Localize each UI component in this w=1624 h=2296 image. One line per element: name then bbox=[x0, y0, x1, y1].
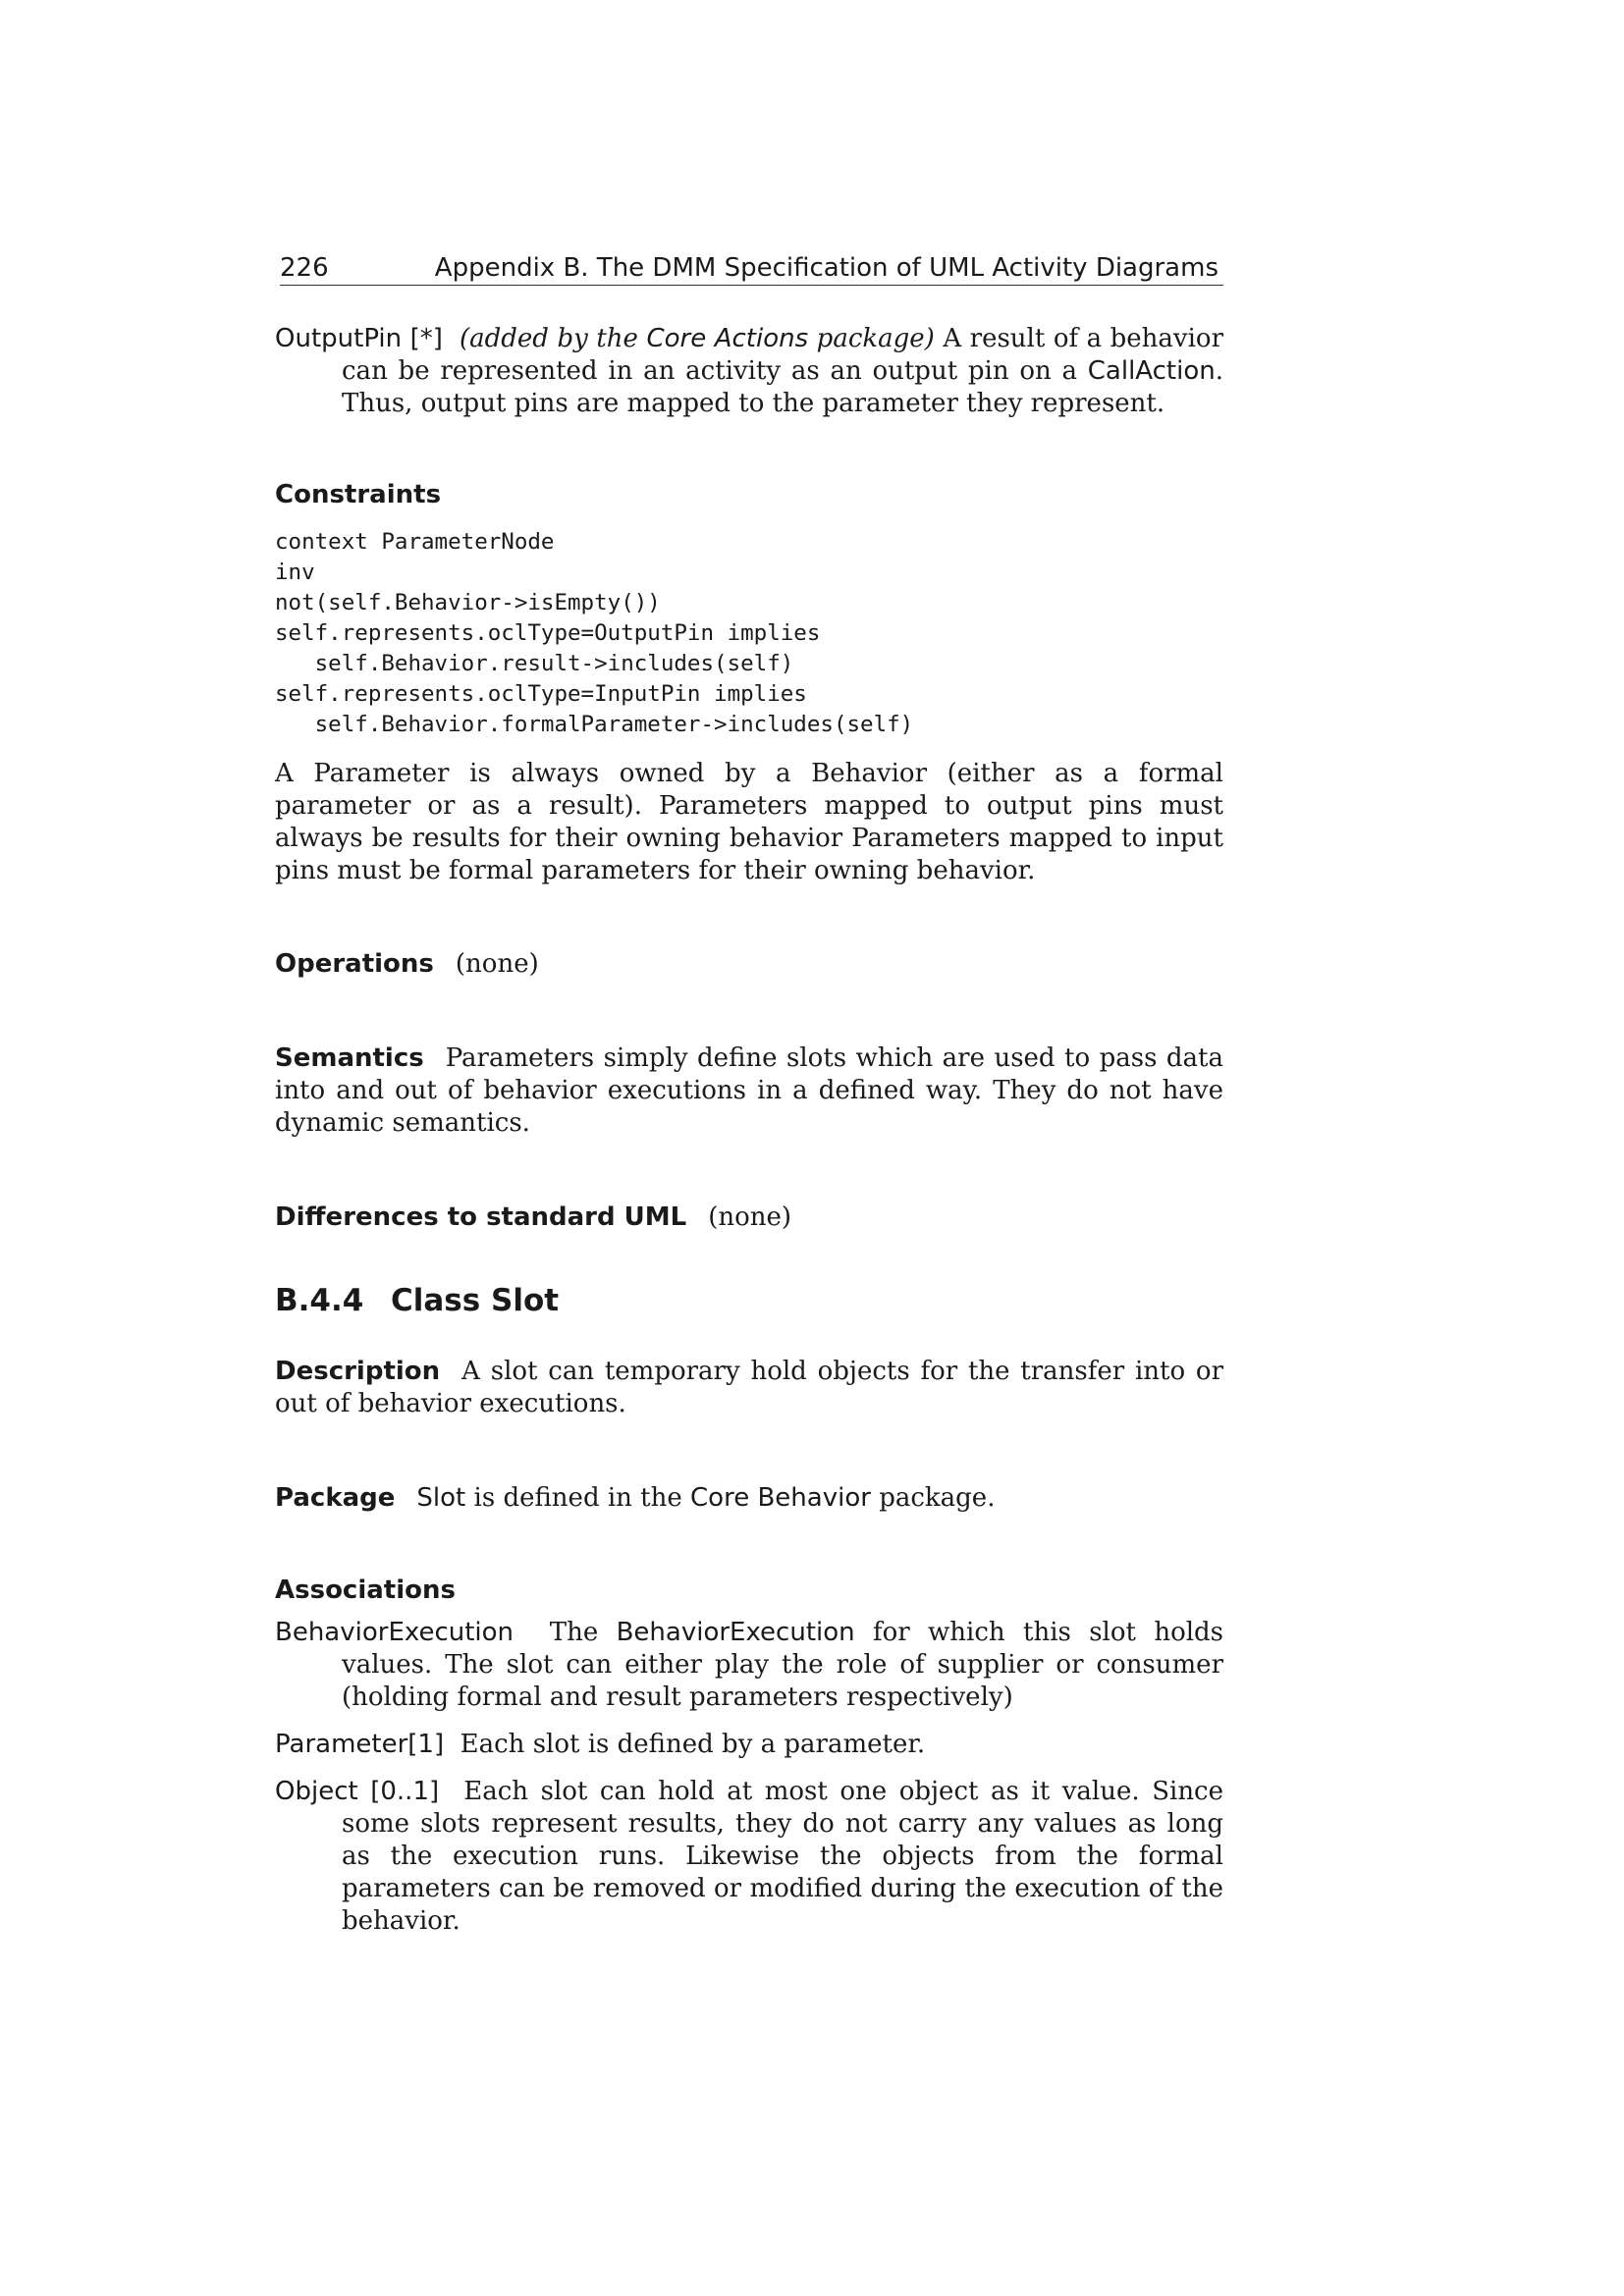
constraints-code bbox=[275, 527, 1223, 740]
page-number: 226 bbox=[280, 253, 329, 283]
differences-heading: Differences to standard UML bbox=[275, 1202, 687, 1232]
core-behavior-package: Core Behavior bbox=[690, 1483, 871, 1513]
description-heading: Description bbox=[275, 1357, 441, 1386]
association-object bbox=[275, 1776, 1223, 1938]
code-line: self.represents.oclType=InputPin implies bbox=[275, 681, 807, 707]
package-paragraph bbox=[275, 1482, 1223, 1515]
package-heading: Package bbox=[275, 1483, 396, 1513]
semantics-paragraph bbox=[275, 1042, 1223, 1140]
code-line: not(self.Behavior->isEmpty()) bbox=[275, 590, 661, 615]
operations-text: (none) bbox=[455, 949, 539, 979]
association-parameter bbox=[275, 1729, 1223, 1761]
operations-heading: Operations bbox=[275, 949, 434, 979]
added-suffix: package) bbox=[816, 324, 935, 353]
code-line: context ParameterNode bbox=[275, 529, 555, 555]
parameter-term: Parameter[1] bbox=[275, 1730, 445, 1759]
parameter-text: Each slot is defined by a parameter. bbox=[460, 1730, 926, 1759]
code-line: self.Behavior.result->includes(self) bbox=[275, 651, 794, 676]
outputpin-text-2: . Thus, output pins are mapped to the parameter they represent. bbox=[342, 356, 1223, 418]
outputpin-term: OutputPin [*] bbox=[275, 324, 443, 353]
code-line: inv bbox=[275, 560, 315, 585]
semantics-heading: Semantics bbox=[275, 1043, 424, 1073]
constraints-explanation: A Parameter is always owned by a Behavior (either as a formal parameter or as a result). Parameters mapped to output pins must always be results for their owning behavior Parameters mapped to input pins must be formal parameters for their owning behavior. bbox=[275, 759, 1223, 885]
outputpin-text-1: A result of a behavior can be represented in an activity as an output pin on a bbox=[342, 324, 1224, 386]
operations-paragraph bbox=[275, 948, 1223, 981]
behaviorexecution-ref: BehaviorExecution bbox=[616, 1618, 855, 1647]
description-paragraph bbox=[275, 1356, 1223, 1420]
code-line: self.represents.oclType=OutputPin implies bbox=[275, 620, 821, 646]
page-content bbox=[275, 253, 1223, 1938]
section-title bbox=[275, 1283, 1223, 1318]
object-term: Object [0..1] bbox=[275, 1777, 440, 1806]
section-name: Class Slot bbox=[391, 1283, 560, 1318]
slot-class-name: Slot bbox=[416, 1483, 466, 1513]
differences-paragraph bbox=[275, 1201, 1223, 1234]
package-text-2: package. bbox=[879, 1483, 996, 1513]
differences-text: (none) bbox=[708, 1202, 792, 1232]
semantics-text: Parameters simply define slots which are used to pass data into and out of behavior executions in a defined way. They do not have dynamic semantics. bbox=[275, 1043, 1223, 1138]
association-behaviorexecution bbox=[275, 1617, 1223, 1714]
package-text-1: is defined in the bbox=[473, 1483, 682, 1513]
constraints-heading: Constraints bbox=[275, 480, 442, 509]
object-text: Each slot can hold at most one object as it value. Since some slots represent results, they do not carry any values as long as the execution runs. Likewise the objects from the formal parameters can be removed or modified during the execution of the behavior. bbox=[342, 1777, 1224, 1936]
description-text: A slot can temporary hold objects for the transfer into or out of behavior executions. bbox=[275, 1357, 1223, 1418]
running-header bbox=[280, 253, 1223, 286]
section-number: B.4.4 bbox=[275, 1283, 364, 1318]
behaviorexecution-text-1: The bbox=[549, 1618, 599, 1647]
code-line: self.Behavior.formalParameter->includes(self) bbox=[275, 712, 914, 737]
behaviorexecution-text-2: for which this slot holds values. The slot can either play the role of supplier or consumer (holding formal and result parameters respectively) bbox=[342, 1618, 1224, 1712]
outputpin-entry bbox=[275, 323, 1223, 420]
behaviorexecution-term: BehaviorExecution bbox=[275, 1618, 514, 1647]
running-title: Appendix B. The DMM Specification of UML Activity Diagrams bbox=[434, 253, 1218, 283]
core-actions-package: Core Actions bbox=[646, 324, 809, 353]
added-prefix: (added by the bbox=[459, 324, 638, 353]
callaction-ref: CallAction bbox=[1087, 356, 1216, 386]
associations-heading: Associations bbox=[275, 1575, 456, 1605]
